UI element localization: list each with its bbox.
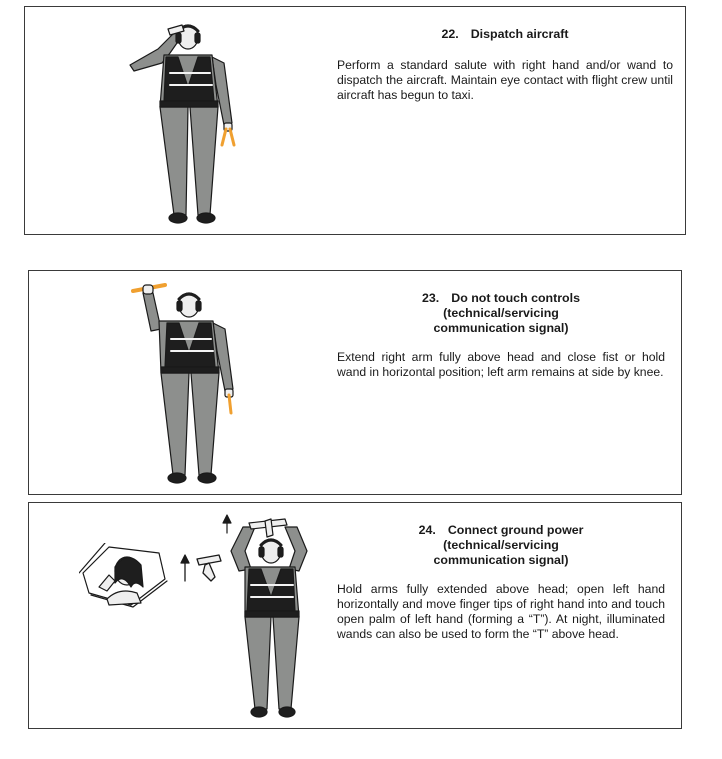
signal-text-23 (337, 291, 665, 380)
signal-title-line: (technical/servicing (443, 538, 559, 552)
signal-description-24: Hold arms fully extended above head; open left hand horizontally and move finger tips of right hand into and touch open palm of left hand (forming a “T”). At night, illuminated wands can also be used to form the “T” above head. (337, 582, 665, 641)
signal-title-24 (337, 523, 665, 538)
signal-panel-22 (24, 6, 686, 235)
marshaller-t-sign-figure (215, 511, 325, 725)
signal-description-23: Extend right arm fully above head and close fist or hold wand in horizontal position; left arm remains at side by knee. (337, 350, 665, 379)
signal-text-24 (337, 523, 665, 642)
signal-title-line: communication signal) (433, 321, 569, 335)
signal-text-22 (337, 27, 673, 103)
signal-title-23 (337, 291, 665, 306)
signal-title-line: (technical/servicing (443, 306, 559, 320)
marshaller-arm-raised-wand-figure (121, 279, 251, 491)
signal-title-line: Do not touch controls (451, 291, 580, 305)
signal-title-line: Connect ground power (447, 523, 584, 537)
pilot-in-cockpit-figure (79, 543, 169, 609)
signal-number: 23. (422, 291, 440, 305)
signal-number: 24. (418, 523, 436, 537)
signal-title-line: Dispatch aircraft (470, 27, 569, 41)
signal-panel-24 (28, 502, 682, 729)
signal-panel-23 (28, 270, 682, 495)
signal-title-line: communication signal) (433, 553, 569, 567)
signal-number: 22. (441, 27, 459, 41)
marshaller-salute-figure (120, 15, 250, 227)
signal-title-22 (337, 27, 673, 42)
signal-description-22: Perform a standard salute with right hand and/or wand to dispatch the aircraft. Maintain eye contact with flight crew until aircraft has begun to taxi. (337, 58, 673, 102)
